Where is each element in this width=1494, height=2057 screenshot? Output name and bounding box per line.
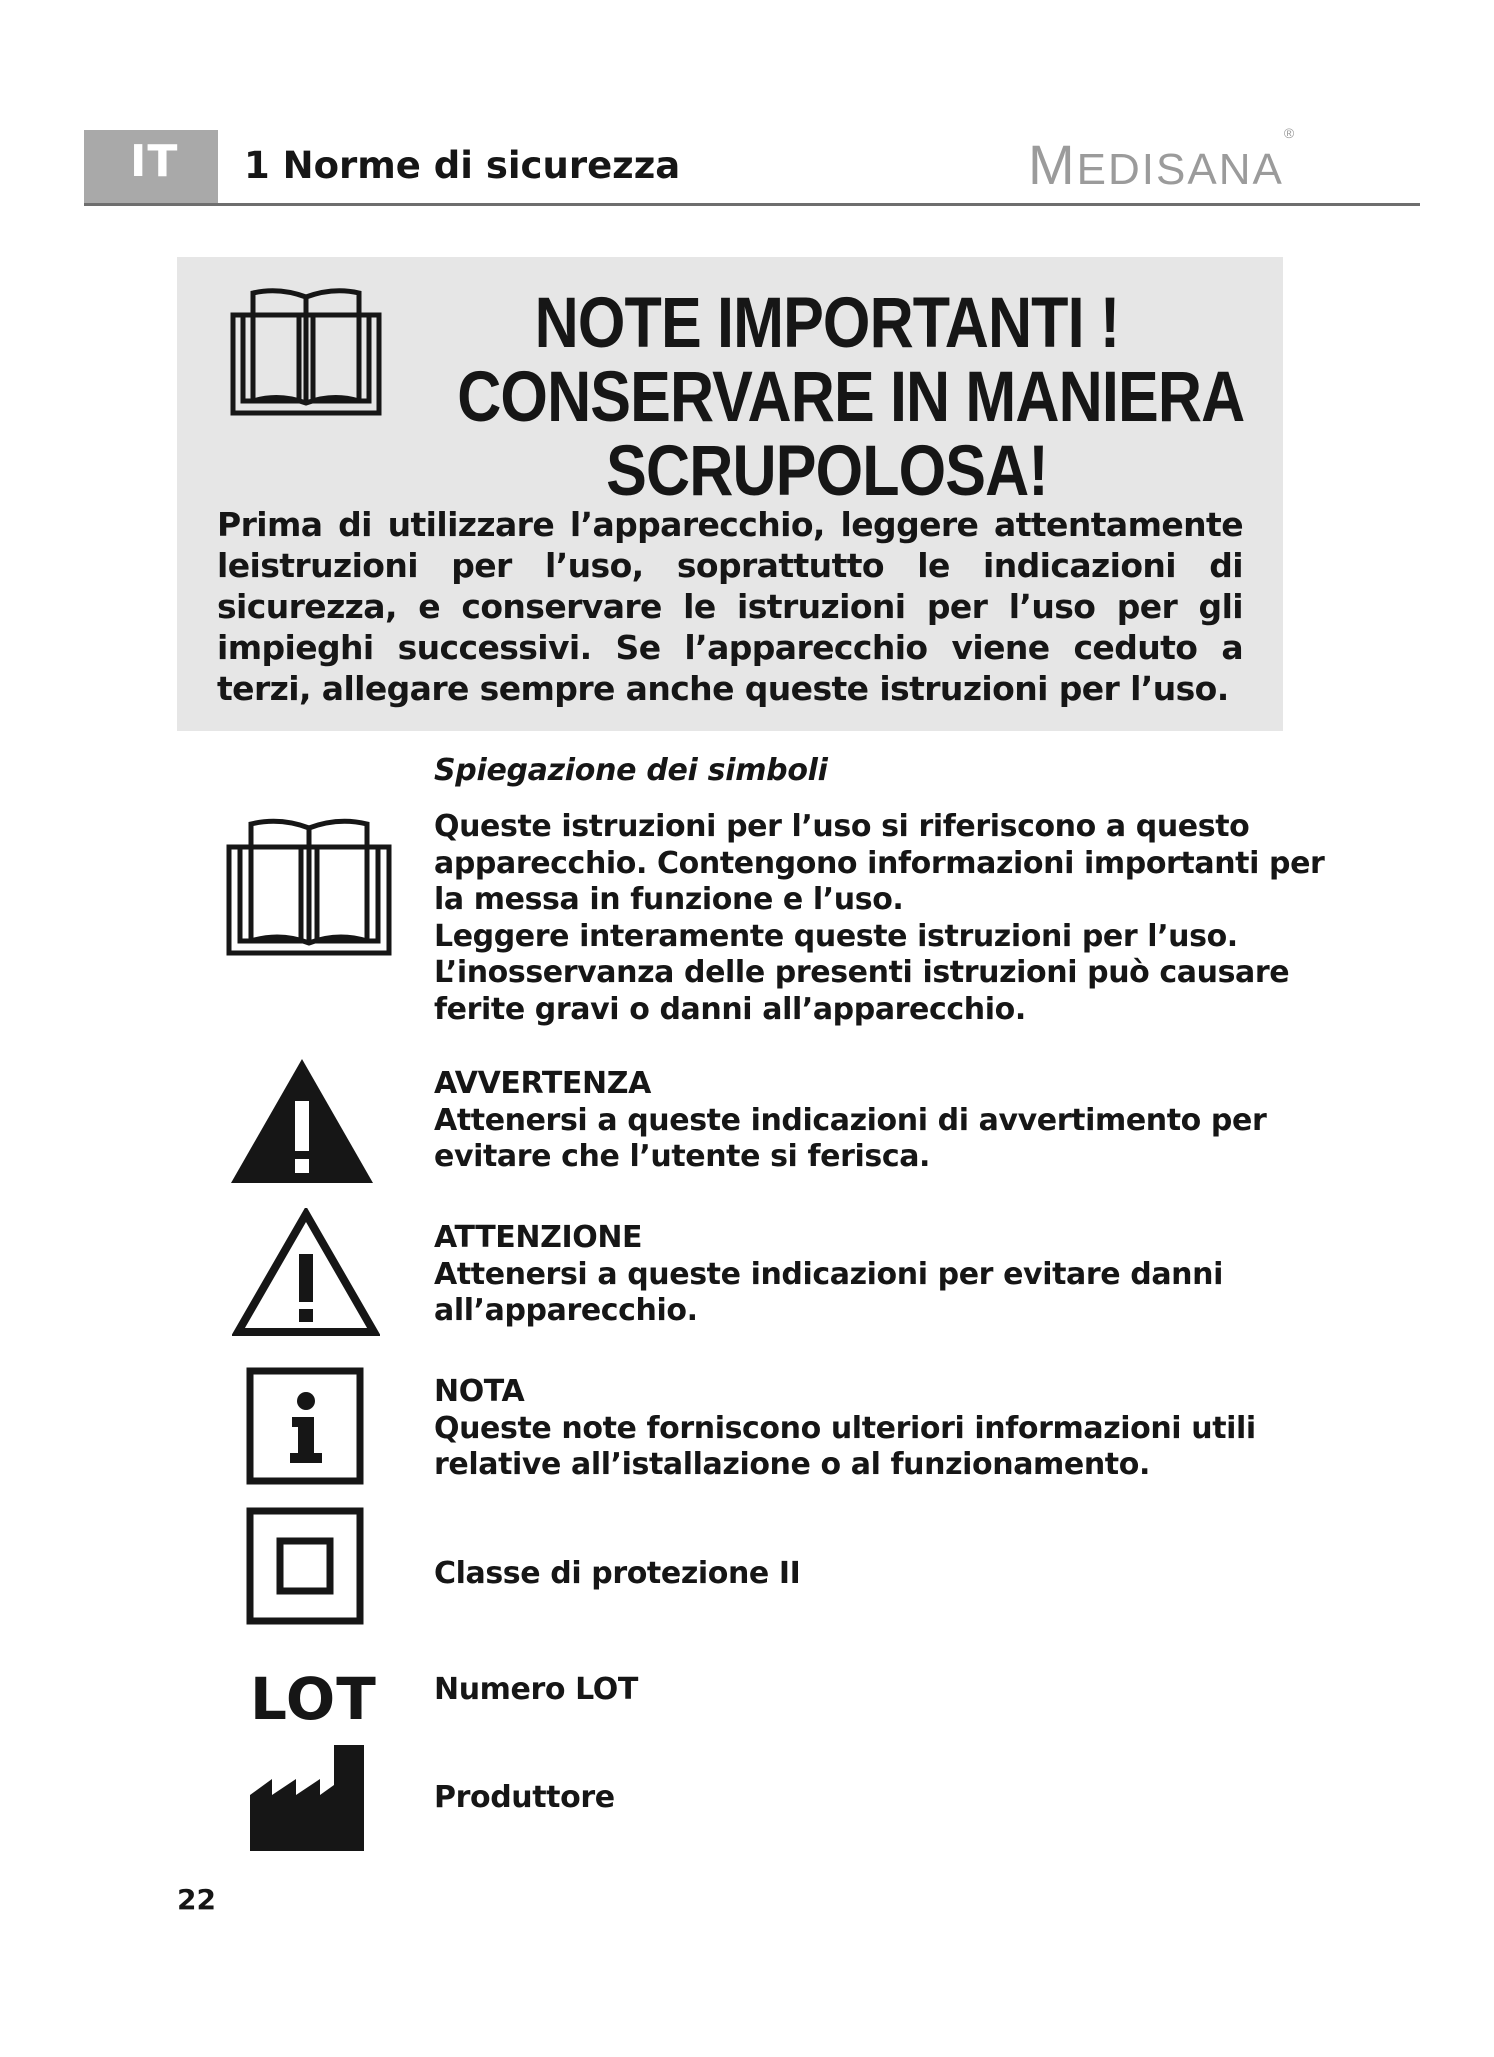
brand-mark: ® [1283,125,1295,142]
symbol-description [434,1374,1294,1484]
description-line: ATTENZIONE [434,1220,643,1255]
description-line: Produttore [434,1780,615,1815]
language-tab: IT [84,130,218,204]
symbol-description [434,1220,1294,1330]
description-line: Classe di protezione II [434,1556,801,1591]
description-line: ferite gravi o danni all’apparecchio. [434,991,1026,1027]
symbol-description [434,1780,1294,1817]
book-icon [229,285,383,419]
brand-logo [1028,125,1295,197]
symbol-description [434,1672,1294,1709]
description-line: Attenersi a queste indicazioni di avvertimento per [434,1102,1267,1138]
description-line: AVVERTENZA [434,1066,651,1101]
symbols-heading: Spiegazione dei simboli [434,753,828,788]
description-line: Leggere interamente queste istruzioni per l’uso. [434,918,1238,954]
info-icon [246,1367,364,1485]
brand-initial: M [1028,133,1077,196]
description-line: la messa in funzione e l’uso. [434,882,904,917]
protection-class-ii-icon [246,1507,364,1625]
notice-title-line: NOTE IMPORTANTI ! [534,284,1120,363]
description-line: evitare che l’utente si ferisca. [434,1139,931,1174]
description-line: relative all’istallazione o al funzionamento. [434,1447,1150,1482]
warning-filled-icon [229,1057,375,1185]
description-line: Queste istruzioni per l’uso si riferiscono a questo [434,809,1250,844]
section-title: 1 Norme di sicurezza [244,144,681,187]
notice-body: Prima di utilizzare l’apparecchio, leggere attentamente leistruzioni per l’uso, soprattutto le indicazioni di sicurezza, e conservare le istruzioni per l’uso per gli impieghi successivi. Se l’apparecchio viene ceduto a terzi, allegare sempre anche queste istruzioni per l’uso. [217,505,1243,708]
important-notice-box [177,257,1283,731]
description-line: Attenersi a queste indicazioni per evitare danni [434,1256,1223,1292]
description-line: all’apparecchio. [434,1293,698,1328]
description-line: NOTA [434,1374,525,1409]
notice-title [457,284,1245,511]
book-icon [225,815,393,959]
page-number: 22 [177,1883,216,1916]
caution-outline-icon [232,1208,380,1338]
description-line: Numero LOT [434,1672,638,1707]
symbol-description [434,1066,1294,1176]
description-line: Queste note forniscono ulteriori informazioni utili [434,1410,1256,1446]
notice-title-line: SCRUPOLOSA! [606,432,1048,511]
notice-title-line: CONSERVARE IN MANIERA [457,358,1245,437]
description-line: apparecchio. Contengono informazioni importanti per [434,845,1325,881]
brand-rest: EDISANA [1076,145,1284,194]
symbol-description [434,809,1325,1028]
description-line: L’inosservanza delle presenti istruzioni può causare [434,955,1290,990]
symbol-description [434,1556,1294,1593]
manufacturer-icon [250,1745,364,1851]
lot-icon: LOT [250,1665,377,1733]
header-rule [84,203,1420,206]
